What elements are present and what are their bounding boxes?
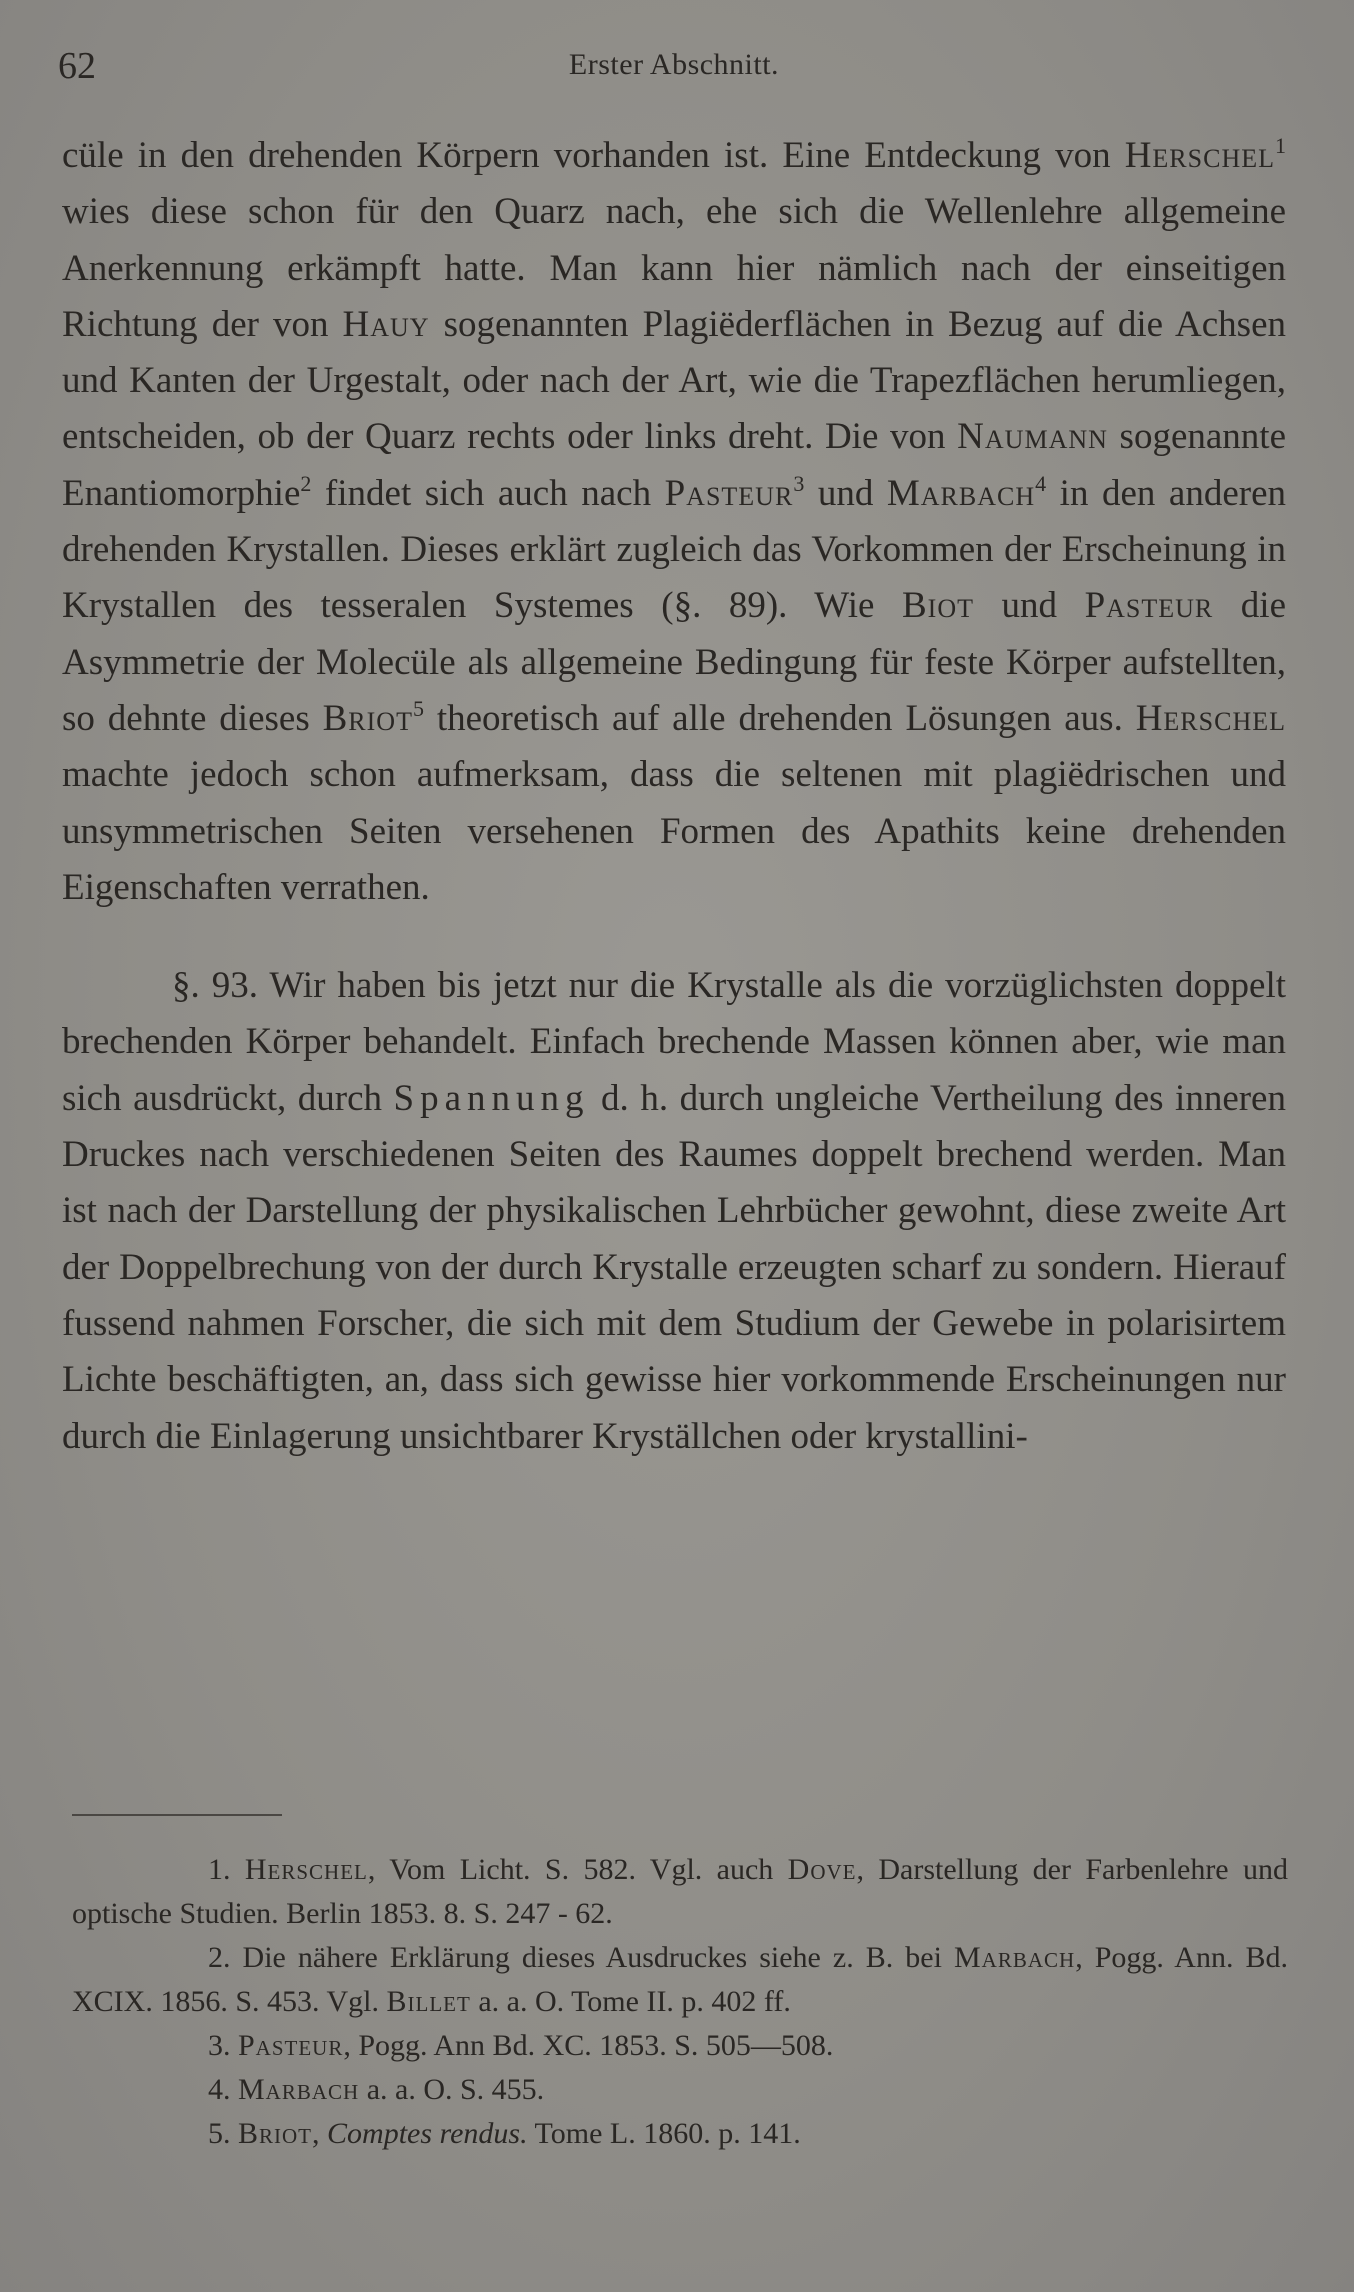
footnote-5 — [72, 2112, 1288, 2156]
author-name: Herschel — [244, 1853, 368, 1886]
emphasized-term: Spannung — [393, 1077, 590, 1119]
footnotes — [72, 1848, 1288, 2156]
footnote-number: 5. — [208, 2117, 231, 2150]
author-name: Marbach — [238, 2073, 360, 2106]
text-run: , Pogg. Ann Bd. XC. 1853. S. 505—508. — [343, 2029, 834, 2062]
footnote-ref: 5 — [412, 695, 424, 721]
text-run: cüle in den drehenden Körpern vorhanden ist. Eine Entdeckung von — [62, 135, 1125, 176]
text-run: sogenannte Enantiomorphie — [62, 416, 1286, 514]
footnote-ref: 4 — [1035, 470, 1047, 496]
footnote-2 — [72, 1936, 1288, 2024]
author-name: Biot — [901, 585, 974, 627]
author-name: Herschel — [1124, 135, 1275, 176]
footnote-4 — [72, 2068, 1288, 2112]
text-run: findet sich auch nach — [311, 472, 665, 514]
footnote-1 — [72, 1848, 1288, 1936]
page-number: 62 — [58, 45, 96, 87]
footnote-divider — [72, 1814, 282, 1816]
text-run: Tome L. 1860. p. 141. — [527, 2117, 801, 2150]
footnote-number: 4. — [208, 2073, 231, 2106]
paragraph-2 — [62, 958, 1286, 1465]
journal-title: Comptes rendus. — [327, 2117, 528, 2150]
text-run: die Asymmetrie der Molecüle als allgemeine Bedingung für feste Körper aufstellten, so dehnte dieses — [62, 585, 1287, 739]
text-run: , — [312, 2117, 328, 2150]
text-run: in den anderen drehenden Krystallen. Dieses erklärt zugleich das Vorkommen der Erscheinung in Krystallen des tesseralen Systemes (§. 89). Wie — [62, 472, 1287, 627]
author-name: Billet — [386, 1985, 471, 2018]
text-run: Die nähere Erklärung dieses Ausdruckes siehe z. B. bei — [242, 1941, 954, 1974]
author-name: Briot — [238, 2117, 313, 2150]
text-run: a. a. O. S. 455. — [359, 2073, 545, 2106]
author-name: Briot — [322, 697, 413, 739]
running-head: Erster Abschnitt. — [568, 48, 780, 81]
text-run: und — [973, 585, 1085, 627]
author-name: Hauy — [342, 303, 430, 345]
text-run: theoretisch auf alle drehenden Lösungen aus. — [423, 697, 1136, 739]
author-name: Herschel — [1135, 697, 1286, 739]
footnote-ref: 2 — [300, 470, 312, 496]
text-run: , Darstellung der Farbenlehre und optische Studien. Berlin 1853. 8. S. 247 - 62. — [72, 1853, 1288, 1930]
footnote-number: 3. — [208, 2029, 231, 2062]
text-run: , Pogg. Ann. Bd. XCIX. 1856. S. 453. Vgl. — [72, 1941, 1288, 2018]
text-run: wies diese schon für den Quarz nach, ehe sich die Wellenlehre allgemeine Anerkennung erkämpft hatte. Man kann hier nämlich nach der einseitigen Richtung der von — [62, 191, 1286, 345]
text-run: und — [804, 472, 887, 514]
body-text — [62, 128, 1286, 1465]
footnote-number: 2. — [208, 1941, 231, 1974]
text-run: machte jedoch schon aufmerksam, dass die seltenen mit plagiëdrischen und unsymmetrischen Seiten versehenen Formen des Apathits keine drehenden Eigenschaften verrathen. — [62, 754, 1286, 908]
footnote-3 — [72, 2024, 1288, 2068]
footnote-number: 1. — [208, 1853, 231, 1886]
text-run: §. 93. Wir haben bis jetzt nur die Krystalle als die vorzüglichsten doppelt brechenden Körper behandelt. Einfach brechende Massen können aber, wie man sich ausdrückt, durch — [62, 965, 1286, 1119]
text-run: sogenannten Plagiëderflächen in Bezug auf die Achsen und Kanten der Urgestalt, oder nach der Art, wie die Trapezflächen herumliegen, entscheiden, ob der Quarz rechts oder links dreht. Die von — [62, 303, 1286, 458]
text-run: d. h. durch ungleiche Vertheilung des inneren Druckes nach verschiedenen Seiten des Raumes doppelt brechend werden. Man ist nach der Darstellung der physikalischen Lehrbücher gewohnt, diese zweite Art der Doppelbrechung von der durch Krystalle erzeugten scharf zu sondern. Hierauf fussend nahmen Forscher, die sich mit dem Studium der Gewebe in polarisirtem Lichte beschäftigten, an, dass sich gewisse hier vorkommende Erscheinungen nur durch die Einlagerung unsichtbarer Kryställchen oder krystallini- — [62, 1077, 1286, 1457]
paragraph-1 — [62, 128, 1286, 916]
author-name: Marbach — [886, 472, 1036, 514]
page-header — [58, 44, 1290, 94]
author-name: Pasteur — [664, 472, 794, 514]
author-name: Pasteur — [238, 2029, 344, 2062]
footnote-ref: 3 — [793, 470, 805, 496]
text-run: , Vom Licht. S. 582. Vgl. auch — [367, 1853, 788, 1886]
author-name: Marbach — [953, 1941, 1076, 1974]
author-name: Pasteur — [1084, 585, 1214, 627]
author-name: Naumann — [957, 416, 1108, 458]
text-run: a. a. O. Tome II. p. 402 ff. — [470, 1985, 791, 2018]
footnote-ref: 1 — [1275, 133, 1286, 158]
author-name: Dove — [787, 1853, 857, 1886]
